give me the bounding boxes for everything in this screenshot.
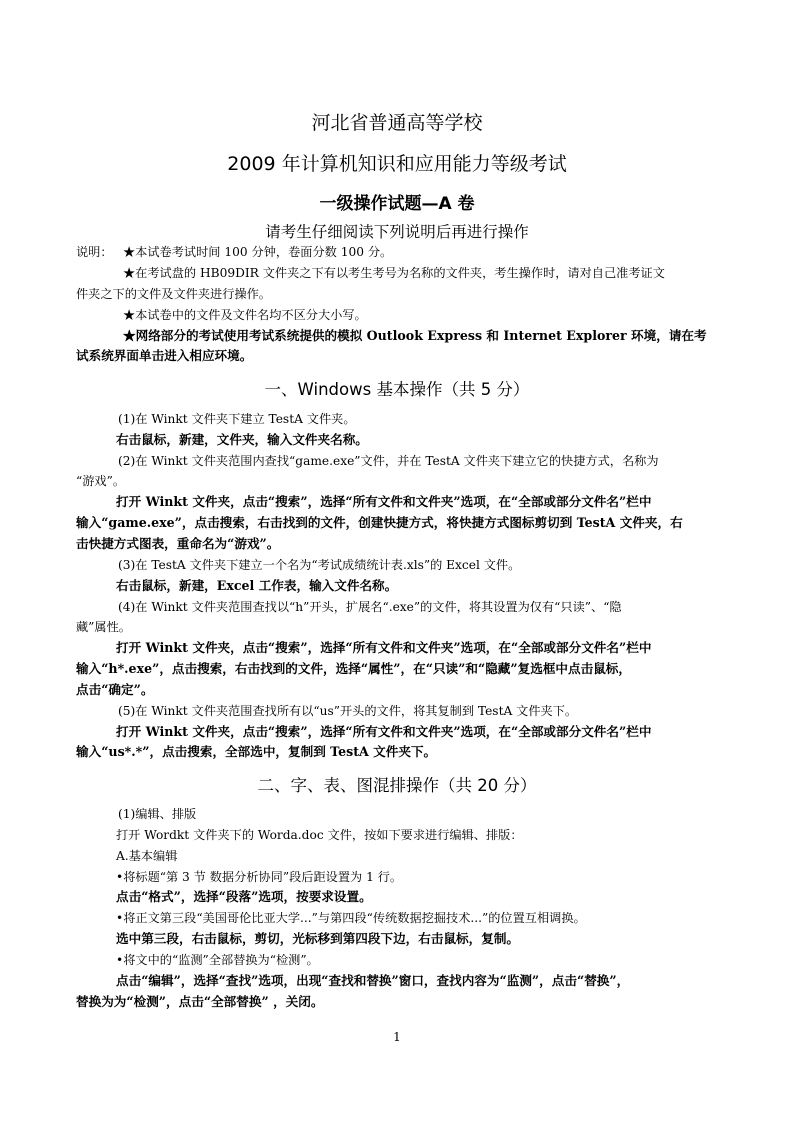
s2-b3-answer-b: 替换为为“检测”，点击“全部替换” ，关闭。 [76, 994, 324, 1009]
s1-q4a: (4)在 Winkt 文件夹范围查找以“h”开头，扩展名“.exe”的文件，将其设置为仅有“只读”、“隐 [118, 600, 622, 614]
title-notice: 请考生仔细阅读下列说明后再进行操作 [265, 223, 529, 241]
s1-a1: 右击鼠标，新建，文件夹，输入文件夹名称。 [116, 432, 368, 447]
section2-heading: 二、字、表、图混排操作（共 20 分） [257, 776, 537, 795]
instruction-2b: 件夹之下的文件及文件夹进行操作。 [76, 287, 271, 301]
title-paper: 一级操作试题—A 卷 [319, 194, 475, 214]
s1-a4a: 打开 Winkt 文件夹，点击“搜索”，选择“所有文件和文件夹”选项，在“全部或部分文件名”栏中 [116, 640, 652, 655]
s2-p1: (1)编辑、排版 [118, 807, 197, 821]
s2-b3: •将文中的“监测”全部替换为“检测”。 [116, 953, 319, 967]
s2-p3: A.基本编辑 [116, 849, 178, 863]
s1-a5a: 打开 Winkt 文件夹，点击“搜索”，选择“所有文件和文件夹”选项，在“全部或部分文件名”栏中 [116, 724, 652, 739]
s2-b1-answer: 点击“格式”，选择“段落”选项，按要求设置。 [116, 889, 372, 904]
s1-a3: 右击鼠标，新建，Excel 工作表，输入文件名称。 [116, 578, 398, 593]
s2-b3-answer-a: 点击“编辑”，选择“查找”选项，出现“查找和替换”窗口，查找内容为“监测”，点击“替换”， [116, 973, 630, 988]
s1-a2b: 输入“game.exe”，点击搜索，右击找到的文件，创建快捷方式，将快捷方式图标剪切到 TestA 文件夹，右 [76, 515, 683, 530]
title-exam: 2009 年计算机知识和应用能力等级考试 [227, 153, 567, 175]
s2-b1: •将标题“第 3 节 数据分析协同”段后距设置为 1 行。 [116, 870, 403, 884]
page-number: 1 [393, 1030, 401, 1044]
title-school: 河北省普通高等学校 [311, 112, 483, 134]
s1-a4c: 点击“确定”。 [76, 682, 154, 697]
s1-a5b: 输入“us*.*”，点击搜索，全部选中，复制到 TestA 文件夹下。 [76, 744, 437, 759]
s1-q1: (1)在 Winkt 文件夹下建立 TestA 文件夹。 [118, 412, 356, 426]
s1-q4b: 藏”属性。 [76, 620, 131, 634]
s1-a2c: 击快捷方式图表，重命名为“游戏”。 [76, 536, 280, 551]
s2-p2: 打开 Wordkt 文件夹下的 Worda.doc 文件，按如下要求进行编辑、排版： [116, 828, 523, 842]
instruction-4b: 试系统界面单击进入相应环境。 [76, 348, 253, 363]
instructions-label: 说明： [76, 245, 113, 259]
s1-a4b: 输入“h*.exe”，点击搜索，右击找到的文件，选择“属性”，在“只读”和“隐藏”复选框中点击鼠标， [76, 661, 631, 676]
s1-q2b: “游戏”。 [76, 474, 126, 488]
instruction-2a: ★在考试盘的 HB09DIR 文件夹之下有以考生考号为名称的文件夹，考生操作时，请对自己准考证文 [123, 266, 665, 280]
s2-b2-answer: 选中第三段，右击鼠标，剪切，光标移到第四段下边，右击鼠标，复制。 [116, 931, 519, 946]
s1-q2a: (2)在 Winkt 文件夹范围内查找“game.exe”文件，并在 TestA 文件夹下建立它的快捷方式，名称为 [118, 454, 659, 468]
s2-b2: •将正文第三段“美国哥伦比亚大学...”与第四段“传统数据挖掘技术...”的位置互相调换。 [116, 911, 586, 925]
instruction-1: ★本试卷考试时间 100 分钟，卷面分数 100 分。 [123, 245, 393, 259]
section1-heading: 一、Windows 基本操作（共 5 分） [264, 380, 530, 399]
s1-q3: (3)在 TestA 文件夹下建立一个名为“考试成绩统计表.xls”的 Excel 文件。 [118, 558, 521, 572]
s1-q5: (5)在 Winkt 文件夹范围查找所有以“us”开头的文件，将其复制到 TestA 文件夹下。 [118, 704, 578, 718]
instruction-4a: ★网络部分的考试使用考试系统提供的模拟 Outlook Express 和 Internet Explorer 环境，请在考 [123, 328, 707, 343]
instruction-3: ★本试卷中的文件及文件名均不区分大小写。 [123, 308, 367, 322]
s1-a2a: 打开 Winkt 文件夹，点击“搜索”，选择“所有文件和文件夹”选项，在“全部或部分文件名”栏中 [116, 494, 652, 509]
